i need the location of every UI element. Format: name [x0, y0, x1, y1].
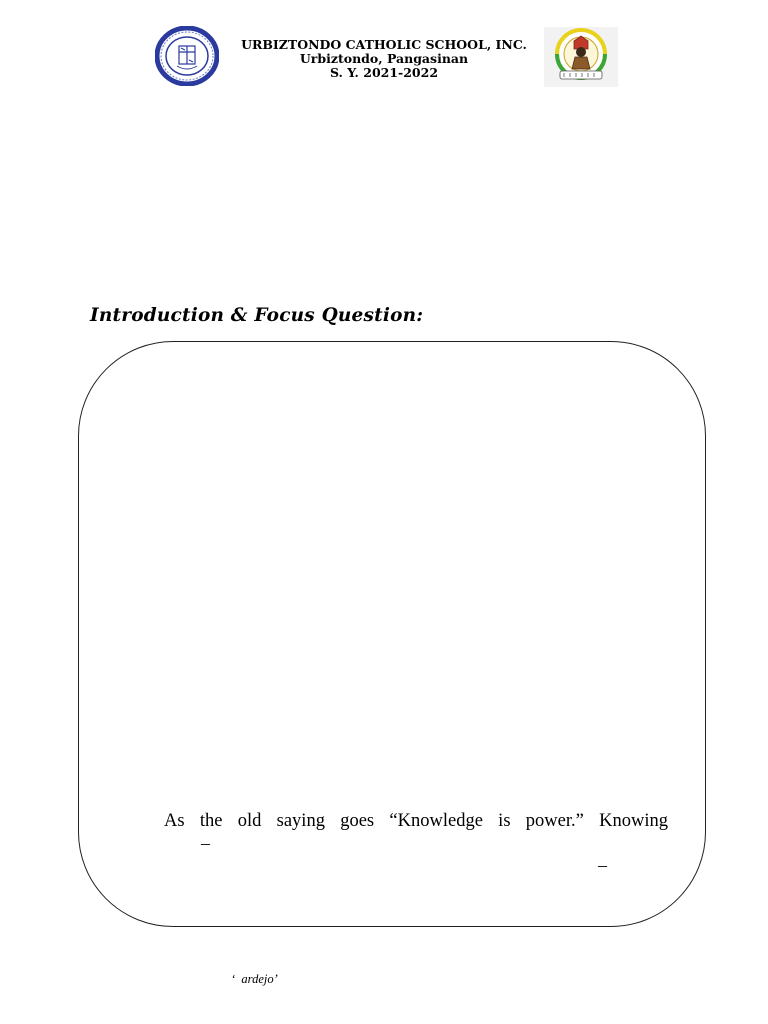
dash-mark: – [598, 855, 607, 875]
intro-body-text: As the old saying goes “Knowledge is power.” Knowing [164, 811, 668, 831]
content-box [78, 341, 706, 927]
document-header [0, 0, 768, 100]
school-name: URBIZTONDO CATHOLIC SCHOOL, INC. [241, 37, 527, 52]
crest-logo [544, 27, 618, 87]
school-seal-logo [155, 26, 219, 86]
section-title: Introduction & Focus Question: [90, 305, 424, 326]
school-year: S. Y. 2021-2022 [329, 65, 439, 80]
school-location: Urbiztondo, Pangasinan [299, 51, 469, 66]
school-info [230, 38, 538, 80]
footer-text: ‘ ardejo’ [231, 972, 278, 986]
dash-mark: – [201, 833, 210, 853]
